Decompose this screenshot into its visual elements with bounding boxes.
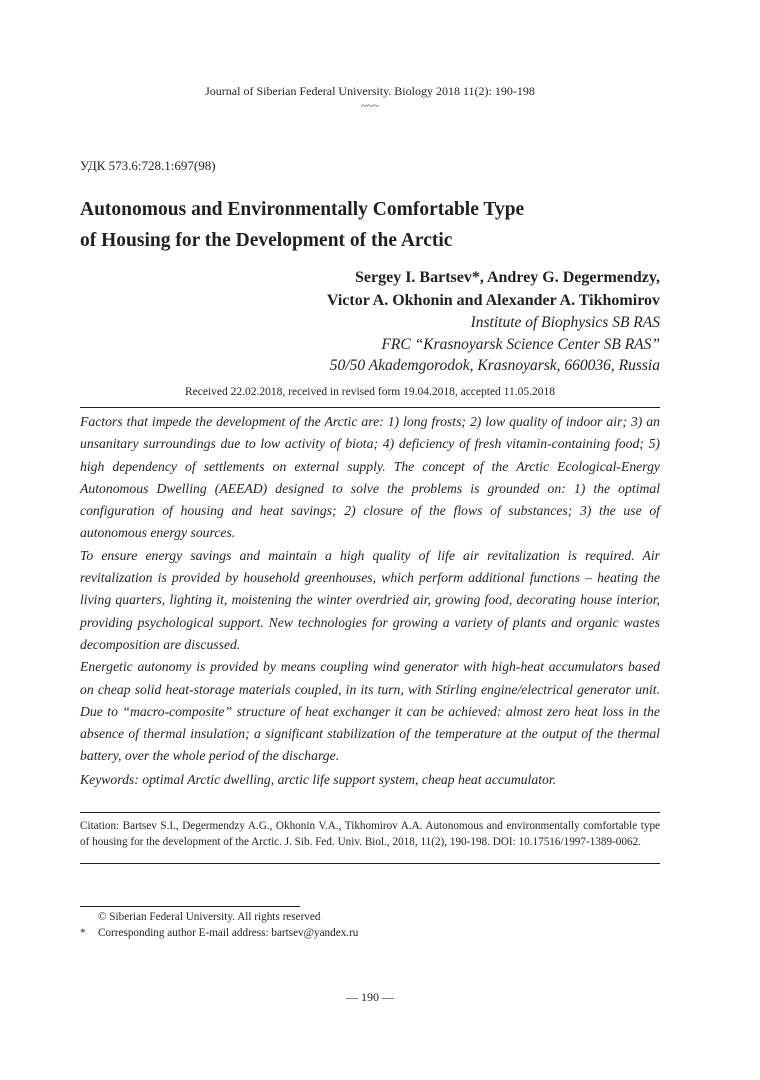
footnotes: [80, 910, 660, 941]
authors-line-1: Sergey I. Bartsev*, Andrey G. Degermendzy,: [355, 269, 660, 286]
affiliation-line-2: FRC “Krasnoyarsk Science Center SB RAS”: [381, 335, 660, 353]
footnote-copyright: [80, 910, 660, 926]
citation-bottom-rule: [80, 863, 660, 864]
citation: Citation: Bartsev S.I., Degermendzy A.G., Okhonin V.A., Tikhomirov A.A. Autonomous and environmentally comfortable type of housing for the development of the Arctic. J. Sib. Fed. Univ. Biol., 2018, 11(2), 190-198. DOI: 10.17516/1997-1389-0062.: [80, 820, 660, 848]
header-ornament: ~~~: [361, 100, 379, 112]
affiliation-line-3: 50/50 Akademgorodok, Krasnoyarsk, 660036, Russia: [329, 357, 660, 374]
udk-code: УДК 573.6:728.1:697(98): [80, 158, 216, 173]
keywords: Keywords: optimal Arctic dwelling, arctic life support system, cheap heat accumulator.: [80, 772, 557, 787]
title-line-1: Autonomous and Environmentally Comfortable Type: [80, 199, 525, 220]
citation-top-rule: [80, 812, 660, 813]
footnote-rule: [80, 906, 300, 907]
received-dates: Received 22.02.2018, received in revised form 19.04.2018, accepted 11.05.2018: [184, 386, 556, 398]
authors-line-2: Victor A. Okhonin and Alexander A. Tikhomirov: [326, 292, 660, 309]
copyright-text: © Siberian Federal University. All rights reserved: [98, 911, 321, 923]
abstract-top-rule: [80, 407, 660, 408]
abstract-paragraph-2: To ensure energy savings and maintain a high quality of life air revitalization is required. Air revitalization is provided by household greenhouses, which perform additional functions – heating the living quarters, lighting it, moistening the winter overdried air, growing food, decorating house interior, providing psychological support. New technologies for growing a variety of plants and organic wastes decomposition are discussed.: [80, 547, 660, 652]
article-title: [80, 194, 660, 256]
journal-header: Journal of Siberian Federal University. Biology 2018 11(2): 190-198: [205, 84, 535, 98]
abstract-paragraph-1: Factors that impede the development of the Arctic are: 1) long frosts; 2) low quality of indoor air; 3) an unsanitary surroundings due to low activity of biota; 4) deficiency of fresh vitamin-containing food; 5) high dependency of settlements on external supply. The concept of the Arctic Ecological-Energy Autonomous Dwelling (AEEAD) designed to solve the problems is grounded on: 1) the optimal configuration of housing and heat savings; 2) closure of the flows of substances; 3) the use of autonomous energy sources.: [80, 414, 660, 541]
abstract: [80, 411, 660, 768]
abstract-paragraph-3: Energetic autonomy is provided by means coupling wind generator with high-heat accumulators based on cheap solid heat-storage materials coupled, in its turn, with Stirling engine/electrical generator unit. Due to “macro-composite” structure of heat exchanger it can be achieved: almost zero heat loss in the absence of thermal insulation; a significant stabilization of the temperature at the output of the thermal battery, over the whole period of the discharge.: [80, 659, 660, 764]
asterisk-mark: *: [80, 926, 86, 939]
affiliation: [330, 312, 660, 377]
authors: [327, 266, 660, 312]
corresponding-text: Corresponding author E-mail address: bartsev@yandex.ru: [98, 926, 359, 939]
page-number: — 190 —: [346, 990, 394, 1004]
affiliation-line-1: Institute of Biophysics SB RAS: [470, 314, 660, 331]
title-line-2: of Housing for the Development of the Arctic: [80, 230, 453, 251]
footnote-corresponding: [80, 926, 660, 942]
